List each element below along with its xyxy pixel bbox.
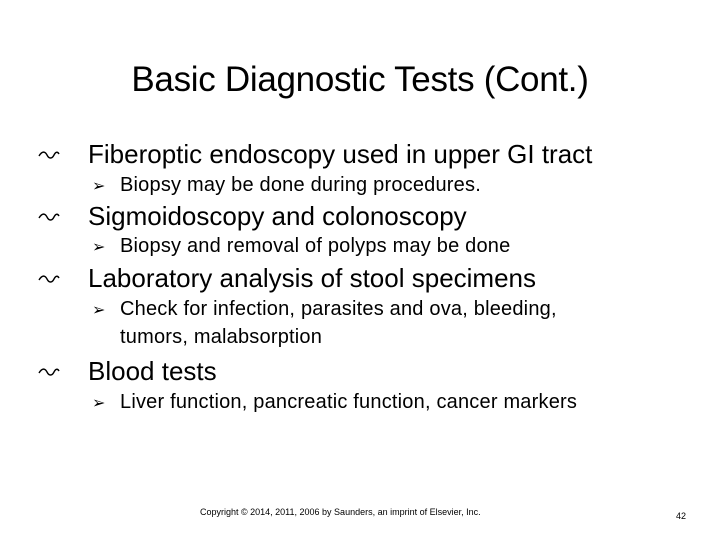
sub-bullet-item: Check for infection, parasites and ova, bleeding, xyxy=(120,298,557,320)
arrowhead-bullet-icon: ➢ xyxy=(92,237,106,256)
sub-bullet-item: Liver function, pancreatic function, cancer markers xyxy=(120,391,578,413)
bullet-item: Fiberoptic endoscopy used in upper GI tract xyxy=(88,139,593,169)
wavy-bullet-icon xyxy=(38,367,60,377)
sub-bullet-item: Biopsy may be done during procedures. xyxy=(120,174,481,196)
bullet-item: Laboratory analysis of stool specimens xyxy=(88,263,537,293)
page-number: 42 xyxy=(676,511,687,521)
wavy-bullet-icon xyxy=(38,150,60,160)
slide-title: Basic Diagnostic Tests (Cont.) xyxy=(131,60,589,99)
bullet-item: Blood tests xyxy=(88,356,217,386)
bullet-item: Sigmoidoscopy and colonoscopy xyxy=(88,201,467,231)
arrowhead-bullet-icon: ➢ xyxy=(92,176,106,195)
wavy-bullet-icon xyxy=(38,212,60,222)
wavy-bullet-icon xyxy=(38,274,60,284)
arrowhead-bullet-icon: ➢ xyxy=(92,393,106,412)
copyright-footer: Copyright © 2014, 2011, 2006 by Saunders, an imprint of Elsevier, Inc. xyxy=(200,507,481,517)
sub-bullet-item-continued: tumors, malabsorption xyxy=(120,326,323,348)
arrowhead-bullet-icon: ➢ xyxy=(92,300,106,319)
sub-bullet-item: Biopsy and removal of polyps may be done xyxy=(120,235,511,257)
